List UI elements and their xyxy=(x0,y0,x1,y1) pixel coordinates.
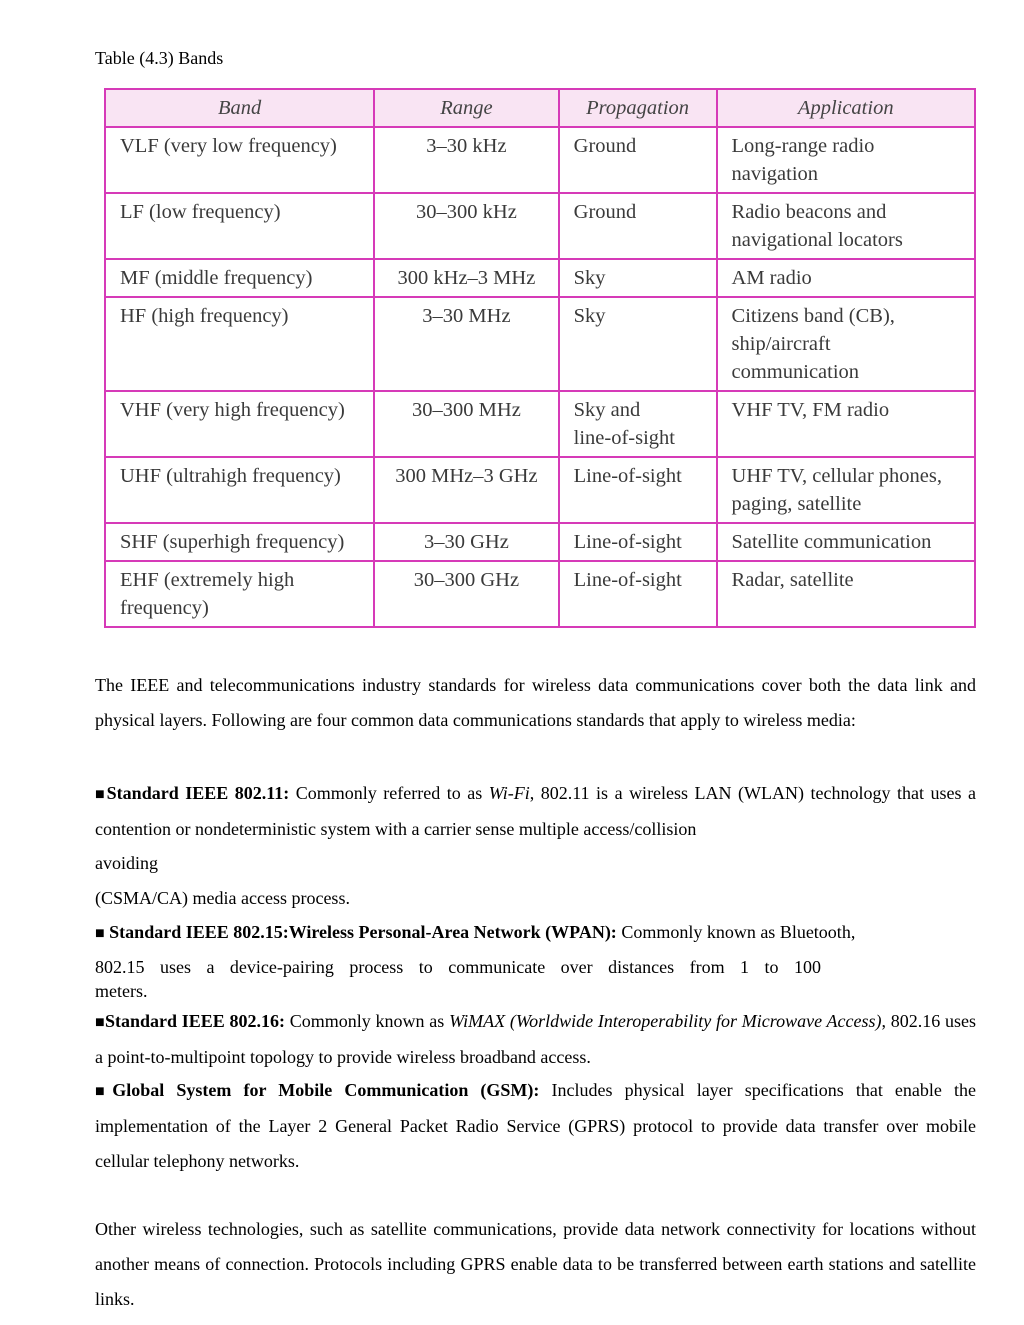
std-80215-line2: 802.15 uses a device-pairing process to communicate over distances from 1 to 100 xyxy=(95,957,821,977)
std-80216-paragraph: ■Standard IEEE 802.16: Commonly known as WiMAX (Worldwide Interoperability for Microwave Access), 802.16 uses a point-to-multipoint topology to provide wireless broadband access. xyxy=(95,1011,977,1067)
cell-application: VHF TV, FM radio xyxy=(717,391,975,457)
bullet-icon: ■ xyxy=(95,1014,105,1031)
std-80215-line1: ■ Standard IEEE 802.15:Wireless Personal-Area Network (WPAN): Commonly known as Bluetooth, xyxy=(95,922,856,942)
cell-application: UHF TV, cellular phones, paging, satellite xyxy=(717,457,975,523)
header-propagation: Propagation xyxy=(559,89,717,127)
cell-application: Radio beacons and navigational locators xyxy=(717,193,975,259)
table-row xyxy=(105,127,975,193)
cell-range: 30–300 MHz xyxy=(374,391,558,457)
gsm-paragraph: ■Global System for Mobile Communication (GSM): Includes physical layer specifications that enable the implementation of the Layer 2 General Packet Radio Service (GPRS) protocol to provide data transfer over mobile cellular telephony networks. xyxy=(95,1080,976,1171)
cell-propagation: Sky xyxy=(559,259,717,297)
header-range: Range xyxy=(374,89,558,127)
gsm-title: Global System for Mobile Communication (GSM): xyxy=(112,1080,540,1100)
cell-propagation: Line-of-sight xyxy=(559,523,717,561)
table-row xyxy=(105,457,975,523)
cell-propagation: Ground xyxy=(559,127,717,193)
bullet-icon: ■ xyxy=(95,925,105,942)
cell-propagation: Line-of-sight xyxy=(559,457,717,523)
cell-band: LF (low frequency) xyxy=(105,193,374,259)
cell-range: 300 kHz–3 MHz xyxy=(374,259,558,297)
cell-range: 30–300 GHz xyxy=(374,561,558,627)
cell-band: SHF (superhigh frequency) xyxy=(105,523,374,561)
std-80215-title: Standard IEEE 802.15:Wireless Personal-Area Network (WPAN): xyxy=(109,922,617,942)
cell-application: Citizens band (CB), ship/aircraft communication xyxy=(717,297,975,391)
cell-band: VLF (very low frequency) xyxy=(105,127,374,193)
cell-range: 3–30 MHz xyxy=(374,297,558,391)
table-row xyxy=(105,193,975,259)
wifi-term: Wi-Fi xyxy=(488,783,530,803)
std-80211-line3: avoiding xyxy=(95,853,158,873)
cell-application: AM radio xyxy=(717,259,975,297)
outro-paragraph: Other wireless technologies, such as satellite communications, provide data network connectivity for locations without another means of connection. Protocols including GPRS enable data to be transferred between earth stations and satellite links. xyxy=(95,1219,976,1309)
header-band: Band xyxy=(105,89,374,127)
cell-band: MF (middle frequency) xyxy=(105,259,374,297)
cell-range: 3–30 kHz xyxy=(374,127,558,193)
std-80211-title: Standard IEEE 802.11: xyxy=(106,783,290,803)
cell-propagation: Ground xyxy=(559,193,717,259)
cell-range: 3–30 GHz xyxy=(374,523,558,561)
std-80215-line3: meters. xyxy=(95,981,148,1001)
wimax-term: WiMAX (Worldwide Interoperability for Microwave Access) xyxy=(449,1011,882,1031)
std-80216-title: Standard IEEE 802.16: xyxy=(104,1011,286,1031)
table-row xyxy=(105,561,975,627)
cell-range: 30–300 kHz xyxy=(374,193,558,259)
bullet-icon: ■ xyxy=(95,1083,113,1100)
bands-table xyxy=(104,88,976,628)
cell-band: VHF (very high frequency) xyxy=(105,391,374,457)
intro-paragraph: The IEEE and telecommunications industry standards for wireless data communications cover both the data link and physical layers. Following are four common data communications standards that apply to wireless media: xyxy=(95,675,976,730)
cell-range: 300 MHz–3 GHz xyxy=(374,457,558,523)
table-caption: Table (4.3) Bands xyxy=(95,48,224,68)
cell-band: HF (high frequency) xyxy=(105,297,374,391)
table-header-row xyxy=(105,89,975,127)
cell-application: Radar, satellite xyxy=(717,561,975,627)
cell-application: Satellite communication xyxy=(717,523,975,561)
bullet-icon: ■ xyxy=(95,786,107,803)
cell-application: Long-range radio navigation xyxy=(717,127,975,193)
cell-propagation: Line-of-sight xyxy=(559,561,717,627)
table-row xyxy=(105,297,975,391)
table-row xyxy=(105,259,975,297)
table-row xyxy=(105,391,975,457)
table-row xyxy=(105,523,975,561)
cell-band: UHF (ultrahigh frequency) xyxy=(105,457,374,523)
header-application: Application xyxy=(717,89,975,127)
cell-band: EHF (extremely high frequency) xyxy=(105,561,374,627)
cell-propagation: Sky xyxy=(559,297,717,391)
cell-propagation: Sky and line-of-sight xyxy=(559,391,717,457)
std-80211-line4: (CSMA/CA) media access process. xyxy=(95,888,350,908)
std-80211-paragraph: ■Standard IEEE 802.11: Commonly referred to as Wi-Fi, 802.11 is a wireless LAN (WLAN) technology that uses a contention or nondeterministic system with a carrier sense multiple access/collision xyxy=(95,783,976,839)
